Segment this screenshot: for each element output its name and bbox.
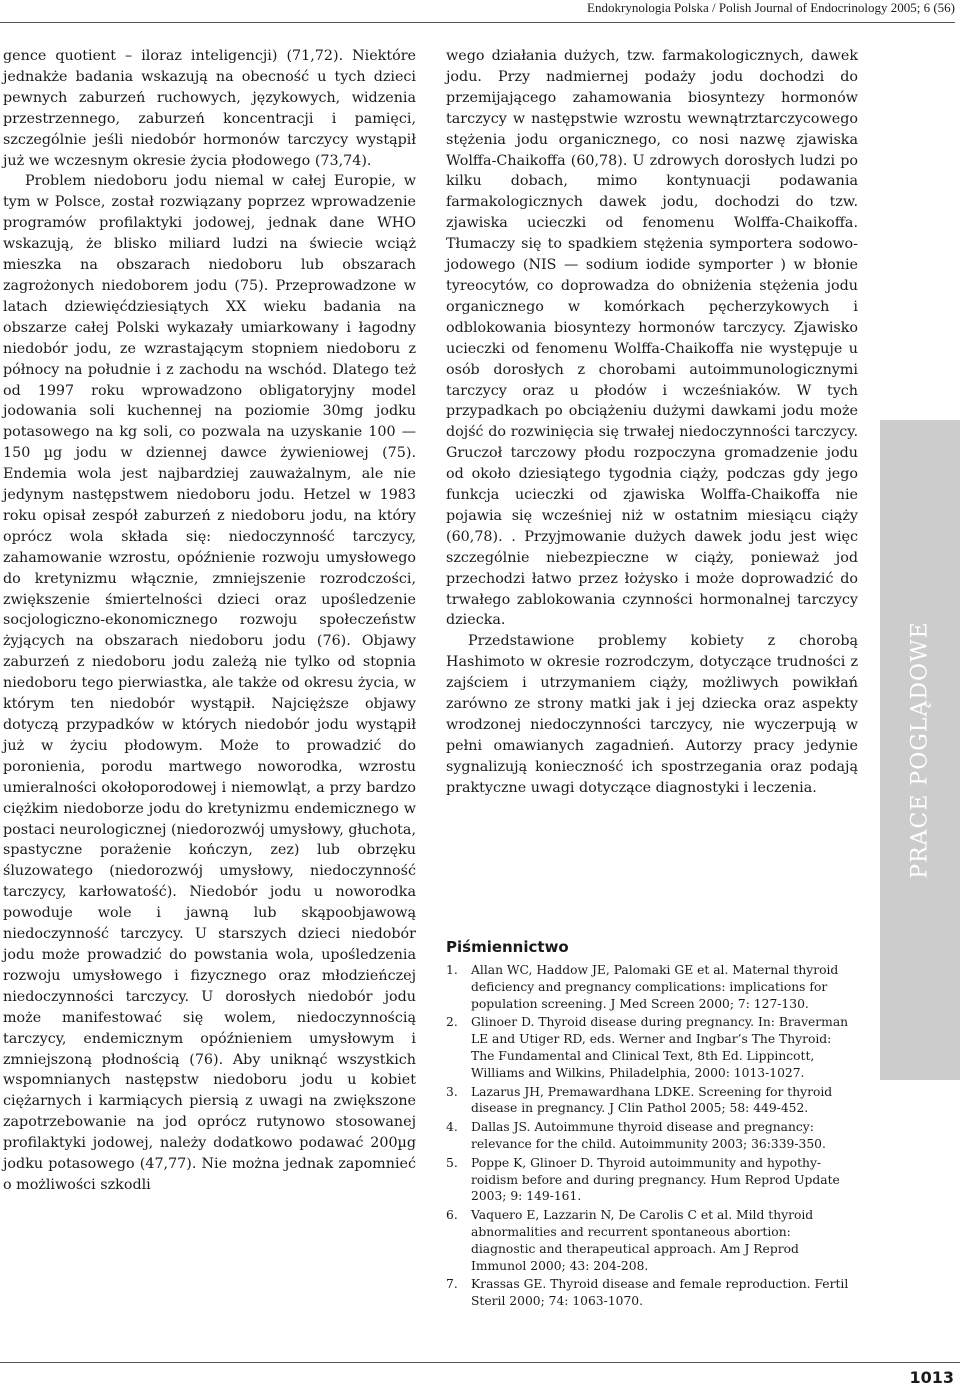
reference-number: 2. [446, 1015, 458, 1030]
journal-title: Endokrynologia Polska / Polish Journal of Endocrinology 2005; 6 (56) [587, 0, 955, 15]
reference-number: 5. [446, 1155, 458, 1170]
paragraph: wego działania dużych, tzw. farmakologicznych, dawek jodu. Przy nadmiernej podaży jodu dochodzi do przemijającego zahamowania biosyntezy hormonów tarczycy w następstwie wzrostu wewnątrztarczycowego stężenia jodu organicznego, co nosi nazwę zjawiska Wolffa-Chaikoffa (60,78). U zdrowych dorosłych ludzi po kilku dobach, mimo kontynuacji podawania farmakologicznych dawek jodu, dochodzi do tzw. zjawiska ucieczki od fenomenu Wolffa-Chaikoffa. Tłumaczy się to spadkiem stężenia symportera sodowo-jodowego (NIS — sodium iodide symporter ) w błonie tyreocytów, co doprowadza do obniżenia stężenia jodu organicznego w komórkach pęcherzykowych i odblokowania biosyntezy hormonów tarczycy. Zjawisko ucieczki od fenomenu Wolffa-Chaikoffa nie występuje u osób dorosłych z chorobami autoimmunologicznymi tarczycy oraz u płodów i wcześniaków. W tych przypadkach po obciążeniu dużymi dawkami jodu może dojść do rozwinięcia się trwałej niedoczynności tarczycy. Gruczoł tarczowy płodu rozpoczyna gromadzenie jodu od około dziesiątego tygodnia ciąży, podczas gdy jego funkcja ucieczki od zjawiska Wolffa-Chaikoffa nie pojawia się wcześniej niż w ostatnim miesiącu ciąży (60,78). . Przyjmowanie dużych dawek jodu jest więc szczególnie niebezpieczne w ciąży, ponieważ jod przechodzi łatwo przez łożysko i może doprowadzić do trwałego zablokowania czynności hormonalnej tarczycy dziecka. [446, 48, 858, 629]
reference-text: Glinoer D. Thyroid disease during pregnancy. In: Braverman LE and Utiger RD, eds. Werner and Ingbar’s The Thyroid: The Fundamental and Clinical Text, 8th Ed. Lippincott, Williams and Wilkins, Philadelphia, 2000: 1013-1027. [471, 1015, 849, 1080]
reference-item [446, 1084, 858, 1118]
reference-text: Allan WC, Haddow JE, Palomaki GE et al. Maternal thyroid deficiency and pregnancy complications: implications for population screening. J Med Screen 2000; 7: 127-130. [471, 963, 839, 1011]
paragraph: Przedstawione problemy kobiety z chorobą Hashimoto w okresie rozrodczym, dotyczące trudności z zajściem i utrzymaniem ciąży, możliwych powikłań zarówno ze strony matki jak i jej dziecka oraz aspekty wrodzonej niedoczynności tarczycy, nie wyczerpują w pełni omawianych zagadnień. Autorzy pracy jedynie sygnalizują konieczność ich spostrzegania oraz podają praktyczne uwagi dotyczące diagnostyki i leczenia. [446, 633, 858, 796]
reference-item [446, 1014, 858, 1081]
reference-text: Lazarus JH, Premawardhana LDKE. Screening for thyroid disease in pregnancy. J Clin Pathol 2005; 58: 449-452. [471, 1084, 833, 1116]
reference-text: Vaquero E, Lazzarin N, De Carolis C et al. Mild thyroid abnormalities and recurrent spontaneous abortion: diagnostic and therapeutical approach. Am J Reprod Immunol 2000; 43: 204-208. [471, 1208, 814, 1273]
reference-text: Poppe K, Glinoer D. Thyroid autoimmunity and hypothyroidism before and during pregnancy. Hum Reprod Update 2003; 9: 149-161. [471, 1155, 840, 1204]
page-number: 1013 [909, 1368, 954, 1387]
paragraph: gence quotient – iloraz inteligencji) (71,72). Niektóre jednakże badania wskazują na obecność u tych dzieci pewnych zaburzeń ruchowych, językowych, widzenia przestrzennego, zaburzeń koncentracji i pamięci, szczególnie jeśli niedobór hormonów tarczycy wystąpił już we wczesnym okresie życia płodowego (73,74). [3, 48, 416, 169]
right-column [446, 46, 858, 799]
reference-number: 7. [446, 1277, 458, 1292]
reference-item [446, 1207, 858, 1274]
reference-item [446, 962, 858, 1012]
section-label: PRACE POGLĄDOWE [907, 621, 933, 879]
left-column [3, 46, 416, 1196]
references-list [446, 962, 858, 1312]
reference-text: Dallas JS. Autoimmune thyroid disease and pregnancy: relevance for the child. Autoimmunity 2003; 36:339-350. [471, 1120, 826, 1151]
reference-text: Krassas GE. Thyroid disease and female reproduction. Fertil Steril 2000; 74: 1063-1070. [471, 1277, 849, 1309]
paragraph: Problem niedoboru jodu niemal w całej Europie, w tym w Polsce, został rozwiązany poprzez wprowadzenie programów profilaktyki jodowej, jednak dane WHO wskazują, że blisko miliard ludzi na świecie wciąż mieszka na obszarach niedoboru lub obszarach zagrożonych niedoborem jodu (75). Przeprowadzone w latach dziewięćdziesiątych XX wieku badania na obszarze całej Polski wykazały umiarkowany i łagodny niedobór jodu, ze wzrastającym stopniem niedoboru z północy na południe i z zachodu na wschód. Dlatego też od 1997 roku wprowadzono obligatoryjny model jodowania soli kuchennej na poziomie 30mg jodku potasowego na kg soli, co pozwala na uzyskanie 100 — 150 µg jodu w dziennej dawce żywieniowej (75). Endemia wola jest najbardziej zauważalnym, ale nie jedynym następstwem niedoboru jodu. Hetzel w 1983 roku opisał zespół zaburzeń z niedoboru jodu, na który oprócz wola składa się: niedoczynność tarczycy, zahamowanie wzrostu, opóźnienie rozwoju umysłowego do kretynizmu włącznie, zmniejszenie rozrodczości, zwiększenie śmiertelności dzieci oraz upośledzenie socjologiczno-ekonomicznego rozwoju społeczeństw żyjących na obszarach niedoboru jodu (76). Objawy zaburzeń z niedoboru jodu zależą nie tylko od stopnia niedoboru tego pierwiastka, ale także od okresu życia, w którym ten niedobór wystąpił. Najcięższe objawy dotyczą przypadków w których niedobór jodu wystąpił już w życiu płodowym. Może to prowadzić do poronienia, porodu martwego noworodka, wzrostu umieralności okołoporodowej i niemowląt, a przy bardzo ciężkim niedoborze jodu do kretynizmu endemicznego w postaci neurologicznej (niedorozwój umysłowy, głuchota, spastyczne porażenie kończyn, zez) lub obrzęku śluzowatego (niedorozwój umysłowy, niedoczynność tarczycy, karłowatość). Niedobór jodu u noworodka powoduje wole i jawną lub skąpoobjawową niedoczynność tarczycy. U starszych dzieci niedobór jodu może prowadzić do powstania wola, upośledzenia rozwoju umysłowego i fizycznego oraz młodzieńczej niedoczynności tarczycy. U dorosłych niedobór jodu może manifestować się wolem, niedoczynnością tarczycy, endemicznym opóźnieniem umysłowym i zmniejszoną płodnością (76). Aby uniknąć wszystkich wspomnianych następstw niedoboru jodu u kobiet ciężarnych i karmiących piersią z uwagi na zwiększone zapotrzebowanie na jod oprócz rutynowo stosowanej profilaktyki jodowej, należy dodatkowo podawać 200µg jodku potasowego (47,77). Nie można jednak zapomnieć o możliwości szkodli [3, 173, 416, 1193]
references-title: Piśmiennictwo [446, 938, 569, 956]
reference-number: 6. [446, 1208, 458, 1223]
reference-item [446, 1276, 858, 1310]
reference-item [446, 1119, 858, 1153]
reference-number: 3. [446, 1084, 458, 1099]
running-header [0, 0, 955, 23]
reference-number: 4. [446, 1120, 458, 1135]
footer-divider [0, 1362, 960, 1363]
reference-item [446, 1155, 858, 1205]
reference-number: 1. [446, 963, 458, 977]
